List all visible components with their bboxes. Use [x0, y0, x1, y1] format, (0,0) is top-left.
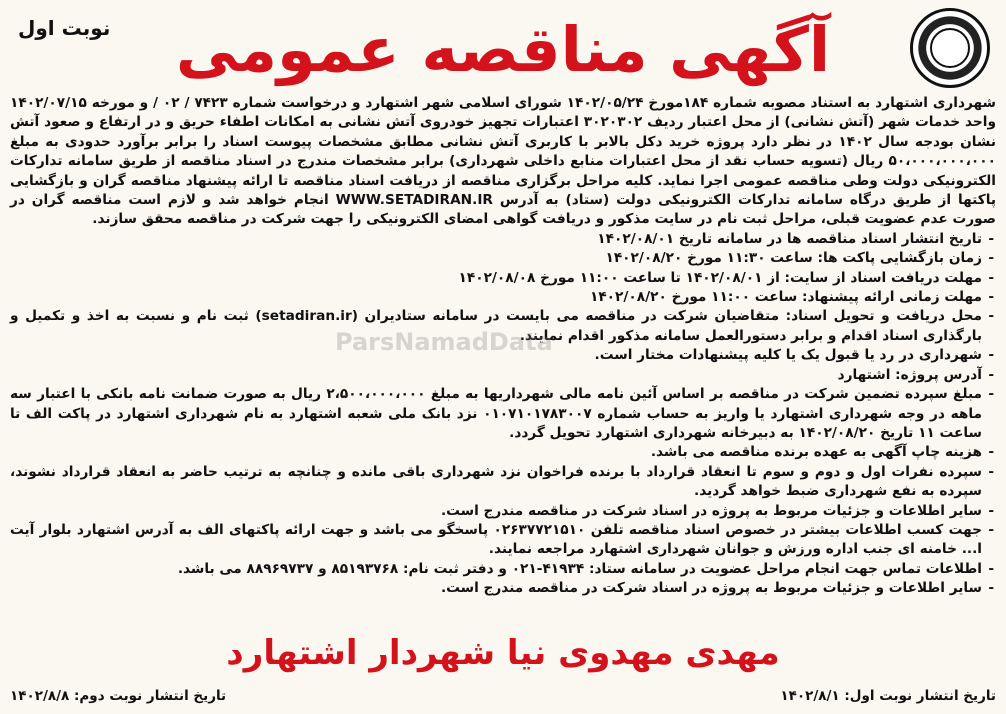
- list-item: - زمان بازگشایی پاکت ها: ساعت ۱۱:۳۰ مورخ ۱۴۰۲/۰۸/۲۰: [10, 249, 996, 268]
- announcement-title: آگهی مناقصه عمومی: [175, 13, 831, 86]
- footer: [10, 630, 996, 710]
- list-item: - محل دریافت و تحویل اسناد: متقاضیان شرکت در مناقصه می بایست در سامانه ستادیران (setadiran.ir) ثبت نام و نسبت به اخذ و تکمیل و بارگذاری اسناد اقدام و برابر دستورالعمل سامانه مذکور اقدام نمایند.: [10, 307, 996, 346]
- list-item: - مبلغ سپرده تضمین شرکت در مناقصه بر اساس آئین نامه مالی شهرداریها به مبلغ ۲،۵۰۰،۰۰۰،۰۰۰ ریال به صورت ضمانت نامه بانکی با اعتبار سه ماهه در وجه شهرداری اشتهارد یا واریز به حساب شماره ۰۱۰۷۱۰۱۷۸۳۰۰۷ نزد بانک ملی شعبه اشتهارد به نام شهرداری اشتهارد در پاکت الف تا ساعت ۱۱ تاریخ ۱۴۰۲/۰۸/۲۰ به دبیرخانه شهرداری اشتهارد تحویل گردد.: [10, 385, 996, 443]
- header: [10, 8, 996, 92]
- list-item: - هزینه چاپ آگهی به عهده برنده مناقصه می باشد.: [10, 443, 996, 462]
- list-item: - آدرس پروژه: اشتهارد: [10, 366, 996, 385]
- list-item: - مهلت زمانی ارائه پیشنهاد: ساعت ۱۱:۰۰ مورخ ۱۴۰۲/۰۸/۲۰: [10, 288, 996, 307]
- list-item: - تاریخ انتشار اسناد مناقصه ها در سامانه تاریخ ۱۴۰۲/۰۸/۰۱: [10, 230, 996, 249]
- first-publication-date: تاریخ انتشار نوبت اول: ۱۴۰۲/۸/۱: [780, 688, 996, 704]
- signature: مهدی مهدوی نیا شهردار اشتهارد: [226, 633, 780, 673]
- publication-round: نوبت اول: [18, 16, 111, 40]
- intro-paragraph: شهرداری اشتهارد به استناد مصوبه شماره ۱۸۴مورخ ۱۴۰۲/۰۵/۲۴ شورای اسلامی شهر اشتهارد و درخواست شماره ۷۴۲۳ / ۰۲ / و مورخه ۱۴۰۲/۰۷/۱۵ واحد خدمات شهر (آتش نشانی) از محل اعتبار ردیف ۳۰۲۰۳۰۲ اعتبارات تجهیز خودروی آتش نشانی به امکانات اطفاء حریق و در ارتفاع و صعود آتش نشان بودجه سال ۱۴۰۲ در نظر دارد پروژه خرید دکل بالابر با کاربری آتش نشانی مطابق مشخصات پیوست اسناد را برابر برآورد حدودی به مبلغ ۵۰،۰۰۰،۰۰۰،۰۰۰ ریال (تسویه حساب نقد از محل اعتبارات منابع داخلی شهرداری) برابر مشخصات مندرج در اسناد مناقصه از طریق سامانه تدارکات الکترونیکی دولت وطی مناقصه عمومی اجرا نماید. کلیه مراحل برگزاری مناقصه از دریافت اسناد مناقصه تا ارائه پیشنهاد مناقصه گران و بازگشایی پاکتها از طریق درگاه سامانه تدارکات الکترونیکی دولت (ستاد) به آدرس WWW.SETADIRAN.IR انجام خواهد شد و لازم است مناقصه گران در صورت عدم عضویت قبلی، مراحل ثبت نام در سایت مذکور و دریافت گواهی امضای الکترونیکی را جهت شرکت در مناقصه محقق سازند.: [10, 95, 996, 228]
- list-item: - اطلاعات تماس جهت انجام مراحل عضویت در سامانه ستاد: ۴۱۹۳۴-۰۲۱ و دفتر ثبت نام: ۸۵۱۹۳۷۶۸ و ۸۸۹۶۹۷۳۷ می باشد.: [10, 560, 996, 579]
- second-publication-date: تاریخ انتشار نوبت دوم: ۱۴۰۲/۸/۸: [10, 688, 227, 704]
- conditions-list: [10, 230, 996, 599]
- list-item: - سایر اطلاعات و جزئیات مربوط به پروژه در اسناد شرکت در مناقصه مندرج است.: [10, 579, 996, 598]
- list-item: - مهلت دریافت اسناد از سایت: از ۱۴۰۲/۰۸/۰۱ تا ساعت ۱۱:۰۰ مورخ ۱۴۰۲/۰۸/۰۸: [10, 269, 996, 288]
- list-item: - جهت کسب اطلاعات بیشتر در خصوص اسناد مناقصه تلفن ۰۲۶۳۷۷۲۱۵۱۰ پاسخگو می باشد و جهت ارائه پاکتهای الف به آدرس اشتهارد بلوار آیت ا... خامنه ای جنب اداره ورزش و جوانان شهرداری اشتهارد مراجعه نمایند.: [10, 521, 996, 560]
- list-item: - سپرده نفرات اول و دوم و سوم تا انعقاد قرارداد با برنده فراخوان نزد شهرداری باقی مانده و چنانچه به ترتیب حاضر به انعقاد قرارداد نشوند، سپرده به نفع شهرداری ضبط خواهد گردید.: [10, 463, 996, 502]
- list-item: - شهرداری در رد یا قبول یک یا کلیه پیشنهادات مختار است.: [10, 346, 996, 365]
- watermark: ParsNamadData: [335, 328, 553, 356]
- publication-dates: [10, 688, 996, 710]
- list-item: - سایر اطلاعات و جزئیات مربوط به پروژه در اسناد شرکت در مناقصه مندرج است.: [10, 502, 996, 521]
